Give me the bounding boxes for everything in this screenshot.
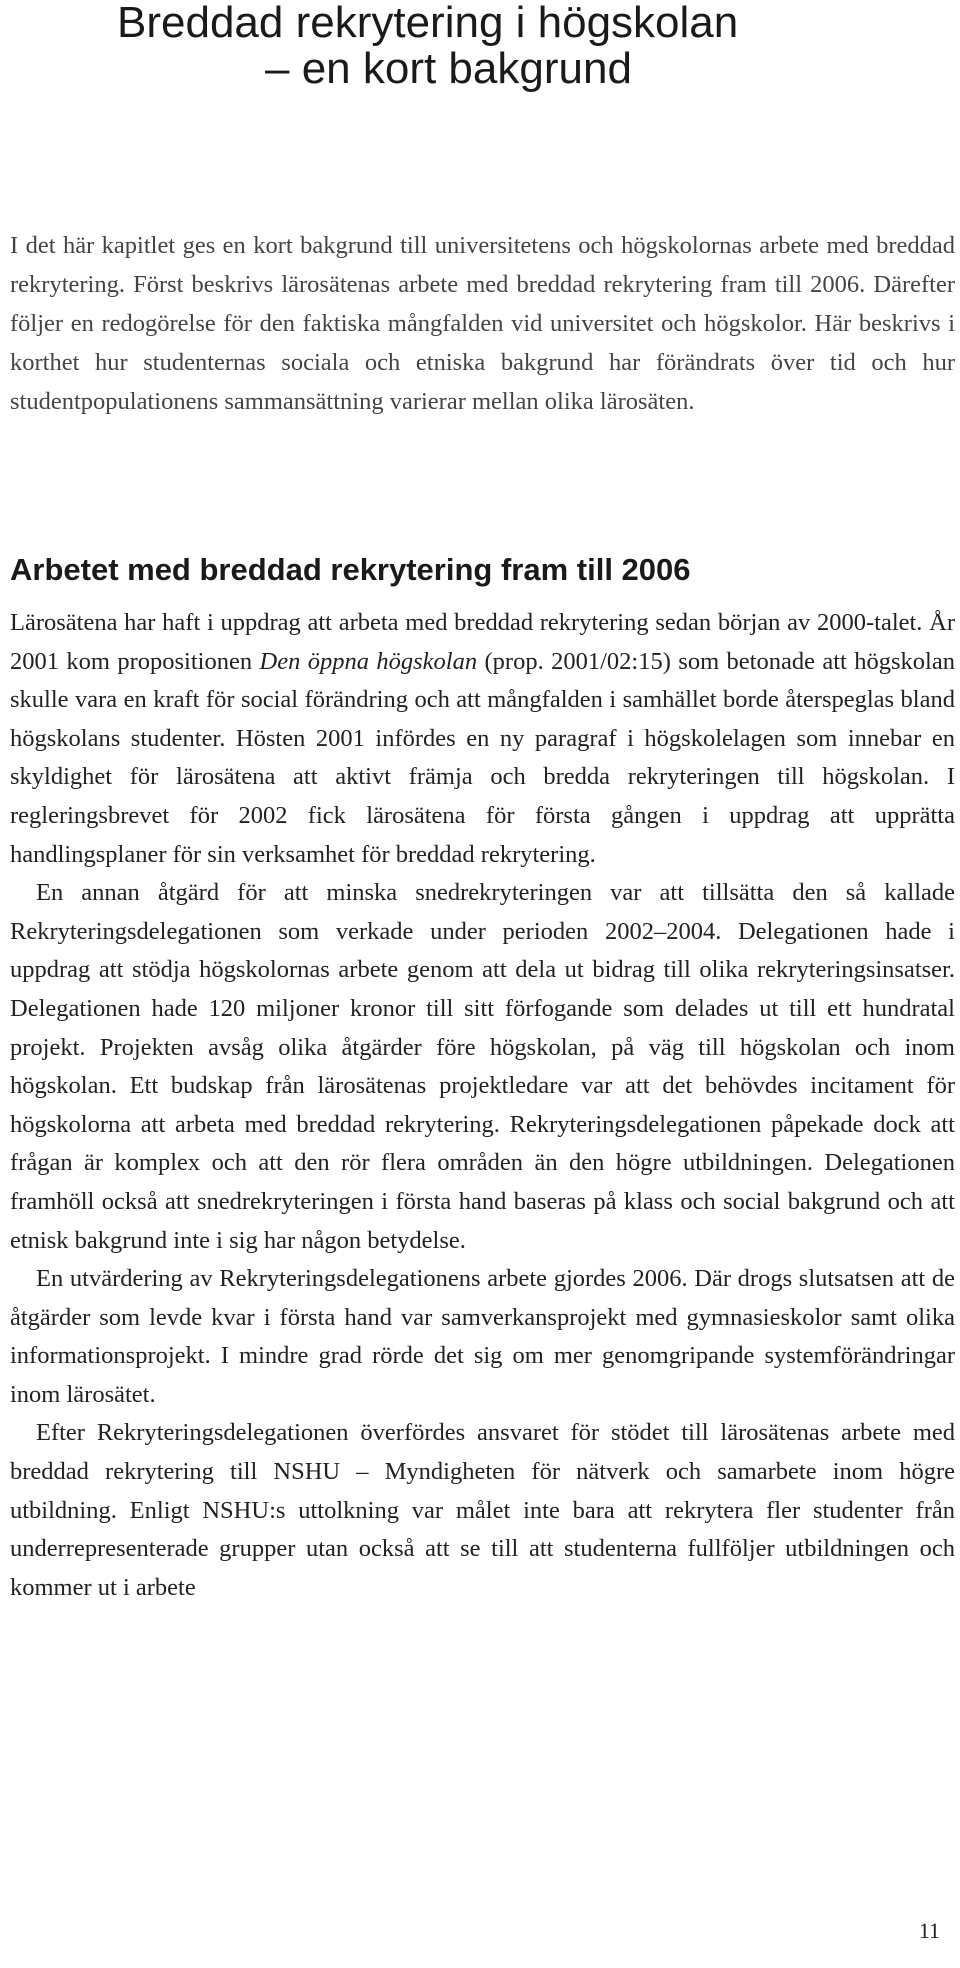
bill-title-italic: Den öppna högskolan xyxy=(259,647,478,675)
section-body xyxy=(10,604,955,1607)
paragraph-1-text-b: (prop. 2001/02:15) som betonade att högskolan skulle vara en kraft för social förändring och att mångfalden i samhället borde återspeglas bland högskolans studenter. Hösten 2001 infördes en ny paragraf i högskolelagen som innebar en skyldighet för lärosätena att aktivt främja och bredda rekryteringen till högskolan. I regleringsbrevet för 2002 fick lärosätena för första gången i uppdrag att upprätta handlingsplaner för sin verksamhet för breddad rekrytering. xyxy=(10,647,955,868)
chapter-title-line-2: – en kort bakgrund xyxy=(265,44,632,93)
body-paragraph-1 xyxy=(10,604,955,874)
body-paragraph-2: En annan åtgärd för att minska snedrekryteringen var att tillsätta den så kallade Rekryteringsdelegationen som verkade under perioden 2002–2004. Delegationen hade i uppdrag att stödja högskolornas arbete genom att dela ut bidrag till olika rekryteringsinsatser. Delegationen hade 120 miljoner kronor till sitt förfogande som delades ut till ett hundratal projekt. Projekten avsåg olika åtgärder före högskolan, på väg till högskolan och inom högskolan. Ett budskap från lärosätenas projektledare var att det behövdes incitament för högskolorna att arbeta med breddad rekrytering. Rekryteringsdelegationen påpekade dock att frågan är komplex och att den rör flera områden än den högre utbildningen. Delegationen framhöll också att snedrekryteringen i första hand baseras på klass och social bakgrund och att etnisk bakgrund inte i sig har någon betydelse. xyxy=(10,879,955,1254)
body-paragraph-4: Efter Rekryteringsdelegationen överfördes ansvaret för stödet till lärosätenas arbete med breddad rekrytering till NSHU – Myndigheten för nätverk och samarbete inom högre utbildning. Enligt NSHU:s uttolkning var målet inte bara att rekrytera fler studenter från underrepresenterade grupper utan också att se till att studenterna fullföljer utbildningen och kommer ut i arbete xyxy=(10,1419,955,1601)
paragraph-1-text-a: Lärosätena har haft i uppdrag att arbeta med breddad rekrytering sedan början av 2000-talet. År 2001 kom propositionen xyxy=(10,609,955,675)
body-paragraph-3: En utvärdering av Rekryteringsdelegationens arbete gjordes 2006. Där drogs slutsatsen att de åtgärder som levde kvar i första hand var samverkansprojekt med gymnasieskolor samt olika informationsprojekt. I mindre grad rörde det sig om mer genomgripande systemförändringar inom lärosätet. xyxy=(10,1265,955,1408)
intro-paragraph: I det här kapitlet ges en kort bakgrund till universitetens och högskolornas arbete med breddad rekrytering. Först beskrivs lärosätenas arbete med breddad rekrytering fram till 2006. Därefter följer en redogörelse för den faktiska mångfalden vid universitet och högskolor. Här beskrivs i korthet hur studenternas sociala och etniska bakgrund har förändrats över tid och hur studentpopulationens sammansättning varierar mellan olika lärosäten. xyxy=(10,232,955,415)
chapter-title-line-1: Breddad rekrytering i högskolan xyxy=(117,0,739,47)
section-heading: Arbetet med breddad rekrytering fram till 2006 xyxy=(10,552,691,587)
page-number: 11 xyxy=(918,1918,940,1943)
